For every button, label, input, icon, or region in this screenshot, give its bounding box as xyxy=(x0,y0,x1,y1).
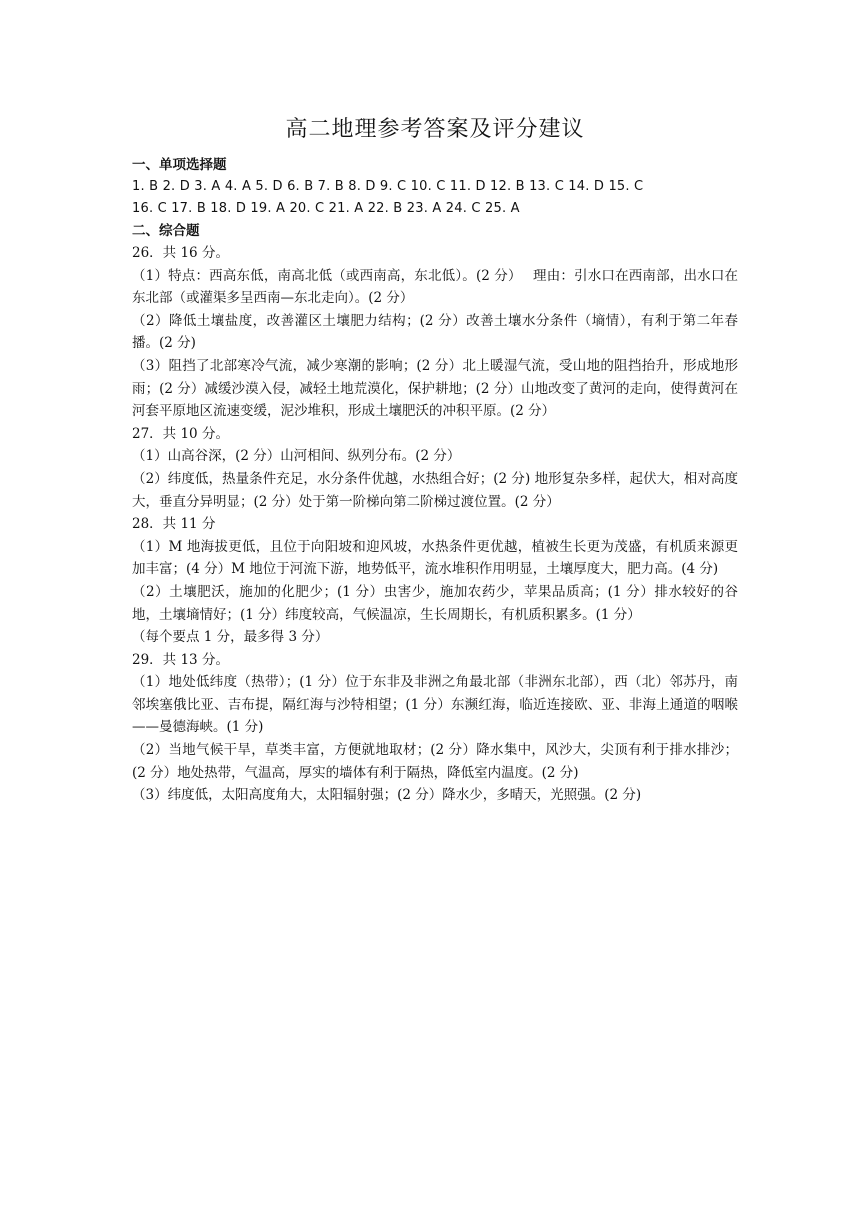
question-29-head: 29．共 13 分。 xyxy=(132,651,229,668)
question-29 xyxy=(132,649,738,807)
question-28 xyxy=(132,513,738,649)
document-title: 高二地理参考答案及评分建议 xyxy=(285,117,585,142)
question-28-part-2: （2）土壤肥沃，施加的化肥少；(1 分）虫害少，施加农药少，苹果品质高；(1 分）排水较好的谷地，土壤墒情好；(1 分）纬度较高，气候温凉，生长周期长，有机质积累多。(1 分） xyxy=(132,583,738,623)
question-29-part-3: （3）纬度低，太阳高度角大，太阳辐射强；(2 分）降水少，多晴天，光照强。(2 分) xyxy=(132,787,642,804)
choice-answers-line-2: 16. C 17. B 18. D 19. A 20. C 21. A 22. B 23. A 24. C 25. A xyxy=(132,201,520,216)
section-heading-single-choice: 一、单项选择题 xyxy=(132,157,227,173)
question-27-part-1: （1）山高谷深，(2 分）山河相间、纵列分布。(2 分） xyxy=(132,448,461,465)
question-27-part-2: （2）纬度低，热量条件充足，水分条件优越，水热组合好；(2 分) 地形复杂多样，起伏大，相对高度大，垂直分异明显；(2 分）处于第一阶梯向第二阶梯过渡位置。(2 分） xyxy=(132,470,738,510)
section-comprehensive xyxy=(132,220,738,807)
question-28-head: 28．共 11 分 xyxy=(132,516,216,533)
question-27 xyxy=(132,423,738,513)
question-29-part-1: （1）地处低纬度（热带）；(1 分）位于东非及非洲之角最北部（非洲东北部），西（北）邻苏丹，南邻埃塞俄比亚、吉布提，隔红海与沙特相望；(1 分）东濒红海，临近连接欧、亚、非海上通道的咽喉——曼德海峡。(1 分) xyxy=(132,674,738,736)
section-single-choice xyxy=(132,154,738,220)
section-heading-comprehensive: 二、综合题 xyxy=(132,223,200,239)
question-26 xyxy=(132,242,738,423)
question-27-head: 27．共 10 分。 xyxy=(132,425,229,442)
question-26-head: 26．共 16 分。 xyxy=(132,245,229,261)
question-26-part-1: （1）特点：西高东低，南高北低（或西南高，东北低）。(2 分） 理由：引水口在西南部，出水口在东北部（或灌渠多呈西南—东北走向）。(2 分） xyxy=(132,267,738,307)
question-26-part-2: （2）降低土壤盐度，改善灌区土壤肥力结构；(2 分）改善土壤水分条件（墒情），有利于第二年春播。(2 分) xyxy=(132,312,738,352)
question-29-part-2: （2）当地气候干旱，草类丰富，方便就地取材；(2 分）降水集中，风沙大，尖顶有利于排水排沙；(2 分）地处热带，气温高，厚实的墙体有利于隔热，降低室内温度。(2 分) xyxy=(132,742,738,781)
question-28-part-1: （1）M 地海拔更低，且位于向阳坡和迎风坡，水热条件更优越，植被生长更为茂盛，有机质来源更加丰富；(4 分）M 地位于河流下游，地势低平，流水堆积作用明显，土壤厚度大，肥力高。(4 分) xyxy=(132,538,738,578)
question-28-scoring-note: （每个要点 1 分，最多得 3 分） xyxy=(132,629,329,646)
choice-answers-line-1: 1. B 2. D 3. A 4. A 5. D 6. B 7. B 8. D 9. C 10. C 11. D 12. B 13. C 14. D 15. C xyxy=(132,179,644,194)
question-26-part-3: （3）阻挡了北部寒冷气流，减少寒潮的影响；(2 分）北上暖湿气流，受山地的阻挡抬升，形成地形雨；(2 分）减缓沙漠入侵，减轻土地荒漠化，保护耕地；(2 分）山地改变了黄河的走向，使得黄河在河套平原地区流速变缓，泥沙堆积，形成土壤肥沃的冲积平原。(2 分） xyxy=(132,357,738,420)
